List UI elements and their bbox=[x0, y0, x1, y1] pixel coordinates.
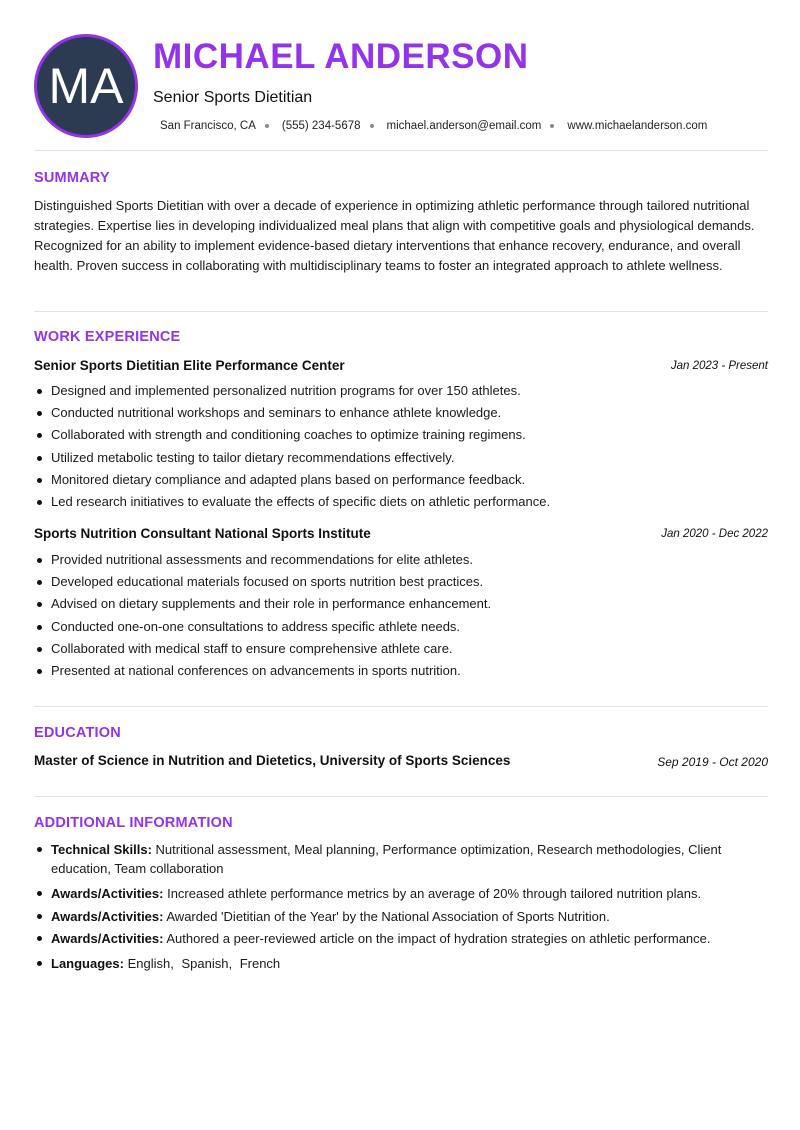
contact-phone: (555) 234-5678 bbox=[281, 120, 361, 132]
separator-dot bbox=[550, 124, 554, 128]
item-text: Authored a peer-reviewed article on the impact of hydration strategies on athletic performance. bbox=[166, 931, 711, 946]
list-item: Advised on dietary supplements and their role in performance enhancement. bbox=[51, 593, 768, 615]
list-item bbox=[51, 840, 768, 878]
job-dates: Jan 2023 - Present bbox=[670, 360, 768, 372]
avatar bbox=[34, 34, 138, 138]
list-item: Utilized metabolic testing to tailor dietary recommendations effectively. bbox=[51, 447, 768, 469]
divider bbox=[34, 150, 768, 151]
contact-website[interactable]: www.michaelanderson.com bbox=[567, 120, 708, 132]
summary-heading: SUMMARY bbox=[34, 170, 110, 186]
candidate-title: Senior Sports Dietitian bbox=[153, 89, 313, 106]
job-role: Senior Sports Dietitian Elite Performance Center bbox=[34, 358, 345, 373]
divider bbox=[34, 706, 768, 707]
item-label: Technical Skills: bbox=[51, 842, 152, 857]
education-entry bbox=[34, 753, 768, 771]
list-item: Collaborated with strength and conditioning coaches to optimize training regimens. bbox=[51, 424, 768, 446]
job-bullets bbox=[51, 549, 768, 682]
list-item: Provided nutritional assessments and recommendations for elite athletes. bbox=[51, 549, 768, 571]
education-dates: Sep 2019 - Oct 2020 bbox=[657, 755, 768, 769]
language: French bbox=[239, 956, 281, 971]
item-text: Increased athlete performance metrics by an average of 20% through tailored nutrition plans. bbox=[167, 886, 702, 901]
list-item bbox=[51, 907, 768, 926]
contact-location: San Francisco, CA bbox=[160, 120, 256, 132]
list-item: Conducted one-on-one consultations to address specific athlete needs. bbox=[51, 616, 768, 638]
education-degree: Master of Science in Nutrition and Dietetics, University of Sports Sciences bbox=[34, 753, 511, 768]
divider bbox=[34, 796, 768, 797]
list-item: Monitored dietary compliance and adapted plans based on performance feedback. bbox=[51, 469, 768, 491]
job-role: Sports Nutrition Consultant National Sports Institute bbox=[34, 526, 371, 541]
job-header bbox=[34, 526, 768, 544]
list-item bbox=[51, 884, 768, 903]
education-heading: EDUCATION bbox=[34, 725, 121, 741]
item-text: Awarded 'Dietitian of the Year' by the National Association of Sports Nutrition. bbox=[166, 908, 610, 924]
additional-list bbox=[51, 840, 768, 973]
job-dates: Jan 2020 - Dec 2022 bbox=[661, 528, 768, 540]
summary-text: Distinguished Sports Dietitian with over a decade of experience in optimizing athletic performance through tailored nutritional strategies. Expertise lies in developing individualized meal plans that align with competitive goals and physiological demands. Recognized for an ability to implement evidence-based dietary interventions that enhance recovery, endurance, and overall health. Proven success in collaborating with multidisciplinary teams to foster an integrated approach to athlete wellness. bbox=[34, 198, 755, 273]
separator-dot bbox=[370, 124, 374, 128]
resume-header bbox=[34, 34, 768, 138]
languages-item bbox=[51, 954, 768, 973]
list-item: Conducted nutritional workshops and seminars to enhance athlete knowledge. bbox=[51, 402, 768, 424]
additional-heading: ADDITIONAL INFORMATION bbox=[34, 815, 233, 831]
language: English, bbox=[127, 956, 174, 971]
languages-label: Languages: bbox=[51, 956, 124, 971]
candidate-name: MICHAEL ANDERSON bbox=[153, 37, 529, 76]
list-item: Designed and implemented personalized nutrition programs for over 150 athletes. bbox=[51, 380, 768, 402]
list-item: Led research initiatives to evaluate the effects of specific diets on athletic performance. bbox=[51, 491, 768, 513]
item-label: Awards/Activities: bbox=[51, 908, 164, 924]
contact-email[interactable]: michael.anderson@email.com bbox=[386, 120, 542, 132]
list-item: Developed educational materials focused on sports nutrition best practices. bbox=[51, 571, 768, 593]
separator-dot bbox=[265, 124, 269, 128]
contact-line bbox=[160, 120, 707, 132]
language: Spanish, bbox=[181, 956, 233, 971]
item-label: Awards/Activities: bbox=[51, 931, 164, 946]
job-bullets bbox=[51, 380, 768, 513]
item-text: Nutritional assessment, Meal planning, Performance optimization, Research methodologies, Client education, Team collaboration bbox=[51, 842, 722, 876]
avatar-initials: MA bbox=[48, 58, 124, 114]
list-item bbox=[51, 929, 768, 948]
experience-heading: WORK EXPERIENCE bbox=[34, 329, 181, 345]
item-label: Awards/Activities: bbox=[51, 886, 164, 901]
divider bbox=[34, 311, 768, 312]
job-header bbox=[34, 358, 768, 376]
list-item: Collaborated with medical staff to ensure comprehensive athlete care. bbox=[51, 638, 768, 660]
list-item: Presented at national conferences on advancements in sports nutrition. bbox=[51, 660, 768, 682]
